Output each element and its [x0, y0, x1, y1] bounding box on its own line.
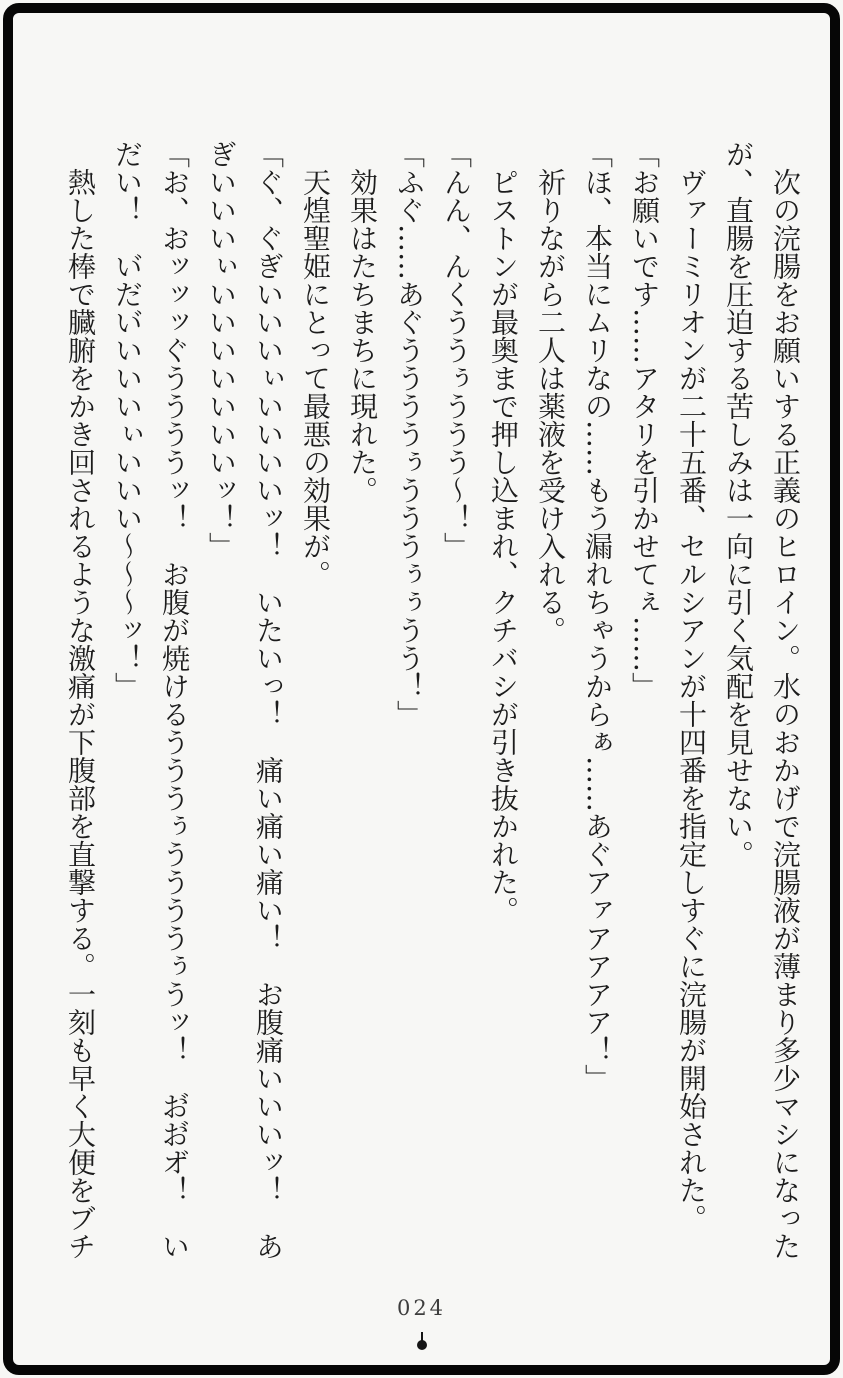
paragraph: 「お願いです……アタリを引かせてぇ……」 — [628, 140, 661, 700]
paragraph: ヴァーミリオンが二十五番、セルシアンが十四番を指定しすぐに浣腸が開始された。 — [675, 140, 708, 1232]
paragraph: 「お、おッッッぐううううッ！ お腹が焼けるうううぅううううぅうッ！ お゙お゙オ゙！ いだい！ い゙だい゙いいいぃいいい～～～ッ！」 — [111, 140, 191, 1260]
paragraph: 次の浣腸をお願いする正義のヒロイン。水のおかげで浣腸液が薄まり多少マシになったが、直腸を圧迫する苦しみは一向に引く気配を見せない。 — [722, 140, 802, 1260]
paragraph: 熱した棒で臓腑をかき回されるような激痛が下腹部を直撃する。一刻も早く大便をブチ — [64, 140, 97, 1260]
paragraph: 「ふぐ……あぐううううぅうううぅぅうう！」 — [393, 140, 426, 728]
paragraph: 「んん、んくううぅううう～！」 — [440, 140, 473, 560]
paragraph: 祈りながら二人は薬液を受け入れる。 — [534, 140, 567, 644]
paragraph: 天煌聖姫にとって最悪の効果が。 — [299, 140, 332, 588]
paragraph: 効果はたちまちに現れた。 — [346, 140, 379, 504]
paragraph: 「ほ、本当にムリなの……もう漏れちゃうからぁ……あぐアァアアアア！」 — [581, 140, 614, 1092]
page-number-ornament-dot — [417, 1340, 427, 1350]
paragraph: 「ぐ、ぐぎいいいぃいいいいッ！ いたいっ！ 痛い痛い痛い！ お腹痛いいいッ！ あぎいいいぃいいいいいいいッ！」 — [205, 140, 285, 1260]
paragraph: ピストンが最奥まで押し込まれ、クチバシが引き抜かれた。 — [487, 140, 520, 924]
page-number: 024 — [396, 1296, 447, 1320]
vertical-text-body — [57, 140, 809, 1268]
